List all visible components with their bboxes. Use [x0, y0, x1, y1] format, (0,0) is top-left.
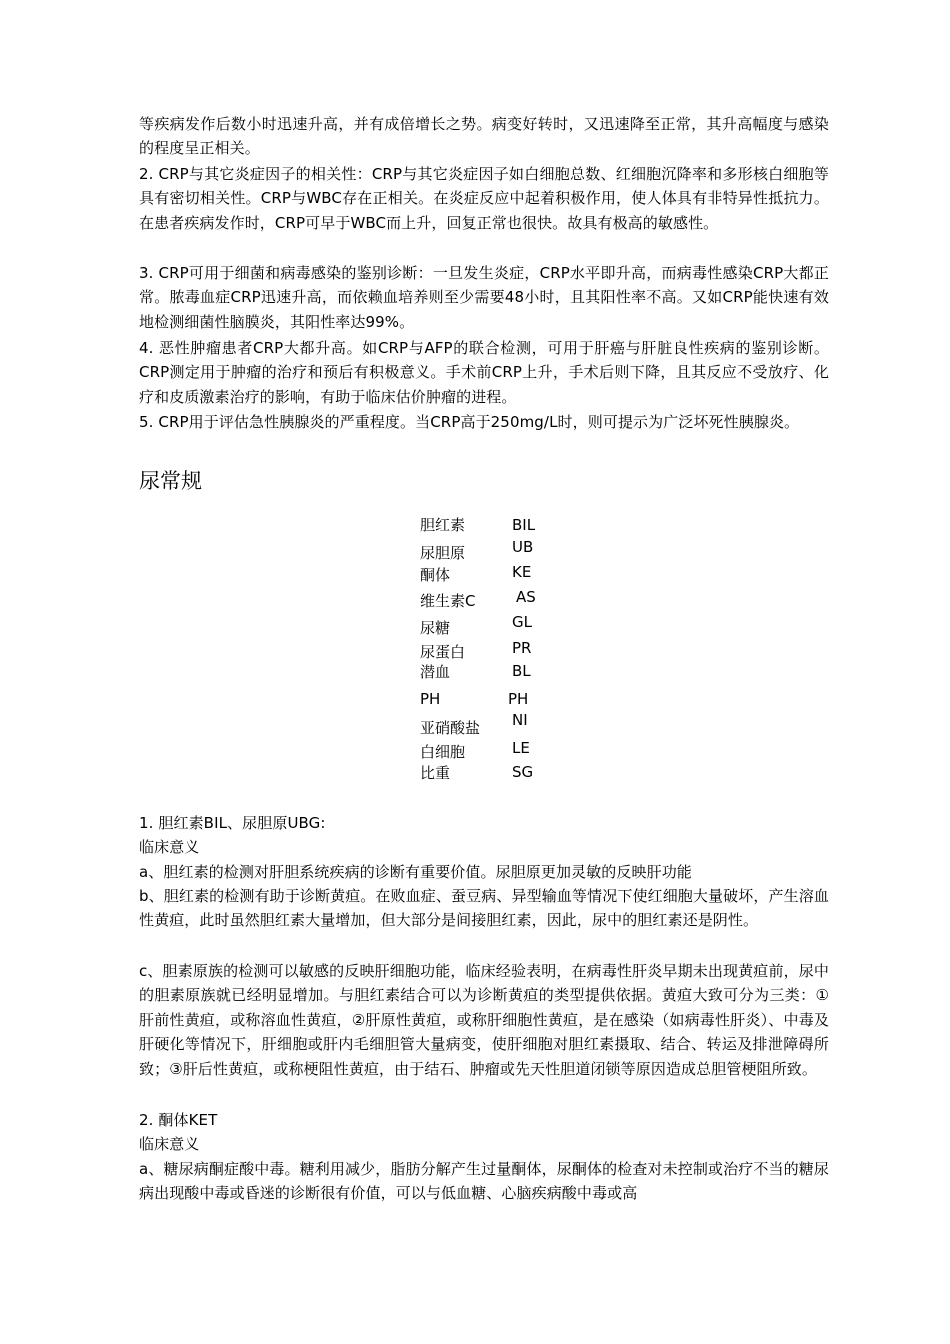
abbreviation-name: 比重 [420, 764, 451, 782]
abbreviation-code: LE [512, 739, 530, 757]
section-heading-urine-routine: 尿常规 [139, 469, 202, 493]
paragraph-crp-point-4: 4. 恶性肿瘤患者CRP大都升高。如CRP与AFP的联合检测，可用于肝癌与肝脏良性疾病的鉴别诊断。CRP测定用于肿瘤的治疗和预后有积极意义。手术前CRP上升，手术后则下降，且其反应不受放疗、化疗和皮质激素治疗的影响，有助于临床估价肿瘤的进程。 [139, 339, 829, 406]
abbreviation-name: PH [420, 690, 441, 708]
abbreviation-row [420, 661, 580, 683]
abbreviation-code: NI [512, 711, 528, 729]
paragraph-bilirubin-a: a、胆红素的检测对肝胆系统疾病的诊断有重要价值。尿胆原更加灵敏的反映肝功能 [139, 863, 692, 881]
abbreviation-code: UB [512, 538, 534, 556]
paragraph-crp-point-2: 2. CRP与其它炎症因子的相关性：CRP与其它炎症因子如白细胞总数、红细胞沉降率和多形核白细胞等具有密切相关性。CRP与WBC存在正相关。在炎症反应中起着积极作用，使人体具有非特异性抵抗力。在患者疾病发作时，CRP可早于WBC而上升，回复正常也很快。故具有极高的敏感性。 [139, 165, 829, 232]
abbreviation-row [420, 590, 580, 612]
paragraph-ketone-title: 2. 酮体KET [139, 1111, 218, 1129]
paragraph-crp-point-3: 3. CRP可用于细菌和病毒感染的鉴别诊断：一旦发生炎症，CRP水平即升高，而病毒性感染CRP大都正常。脓毒血症CRP迅速升高，而依赖血培养则至少需要48小时，且其阳性率不高。又如CRP能快速有效地检测细菌性脑膜炎，其阳性率达99%。 [139, 264, 829, 331]
abbreviation-name: 胆红素 [420, 516, 466, 534]
paragraph-crp-point-5: 5. CRP用于评估急性胰腺炎的严重程度。当CRP高于250mg/L时，则可提示为广泛坏死性胰腺炎。 [139, 413, 800, 431]
abbreviation-name: 酮体 [420, 566, 451, 584]
abbreviation-row [420, 688, 580, 710]
abbreviation-code: GL [512, 613, 532, 631]
abbreviation-name: 尿胆原 [420, 544, 466, 562]
paragraph-clinical-significance: 临床意义 [139, 838, 200, 856]
abbreviation-row [420, 564, 580, 586]
abbreviation-code: BL [512, 662, 531, 680]
abbreviation-code: AS [516, 588, 536, 606]
abbreviation-name: 尿糖 [420, 619, 451, 637]
abbreviation-row [420, 514, 580, 536]
abbreviation-name: 亚硝酸盐 [420, 719, 481, 737]
abbreviation-code: SG [512, 763, 534, 781]
abbreviation-name: 潜血 [420, 663, 451, 681]
abbreviation-code: PR [512, 639, 532, 657]
abbreviation-row [420, 540, 580, 562]
abbreviation-row [420, 711, 580, 737]
abbreviation-name: 维生素C [420, 592, 476, 610]
abbreviation-row [420, 641, 580, 663]
abbreviation-name: 尿蛋白 [420, 643, 466, 661]
abbreviation-name: 白细胞 [420, 743, 466, 761]
abbreviation-code: KE [512, 563, 532, 581]
paragraph-bilirubin-c: c、胆素原族的检测可以敏感的反映肝细胞功能，临床经验表明，在病毒性肝炎早期未出现黄疸前，尿中的胆素原族就已经明显增加。与胆红素结合可以为诊断黄疸的类型提供依据。黄疸大致可分为三类：①肝前性黄疸，或称溶血性黄疸，②肝原性黄疸，或称肝细胞性黄疸，是在感染（如病毒性肝炎）、中毒及肝硬化等情况下，肝细胞或肝内毛细胆管大量病变，使肝细胞对胆红素摄取、结合、转运及排泄障碍所致；③肝后性黄疸，或称梗阻性黄疸，由于结石、肿瘤或先天性胆道闭锁等原因造成总胆管梗阻所致。 [139, 962, 829, 1078]
abbreviation-row [420, 762, 580, 784]
abbreviation-code: PH [508, 690, 529, 708]
paragraph-bilirubin-title: 1. 胆红素BIL、尿胆原UBG: [139, 814, 326, 832]
paragraph-bilirubin-b: b、胆红素的检测有助于诊断黄疸。在败血症、蚕豆病、异型输血等情况下使红细胞大量破坏，产生溶血性黄疸，此时虽然胆红素大量增加，但大部分是间接胆红素，因此，尿中的胆红素还是阴性。 [139, 887, 829, 930]
paragraph-clinical-significance: 临床意义 [139, 1135, 200, 1153]
paragraph-crp-continuation: 等疾病发作后数小时迅速升高，并有成倍增长之势。病变好转时，又迅速降至正常，其升高幅度与感染的程度呈正相关。 [139, 115, 829, 158]
abbreviation-code: BIL [512, 516, 536, 534]
abbreviation-row [420, 741, 580, 763]
abbreviation-row [420, 615, 580, 637]
abbreviation-table [420, 514, 580, 784]
paragraph-ketone-a: a、糖尿病酮症酸中毒。糖利用减少，脂肪分解产生过量酮体，尿酮体的检查对未控制或治疗不当的糖尿病出现酸中毒或昏迷的诊断很有价值，可以与低血糖、心脑疾病酸中毒或高 [139, 1160, 829, 1203]
